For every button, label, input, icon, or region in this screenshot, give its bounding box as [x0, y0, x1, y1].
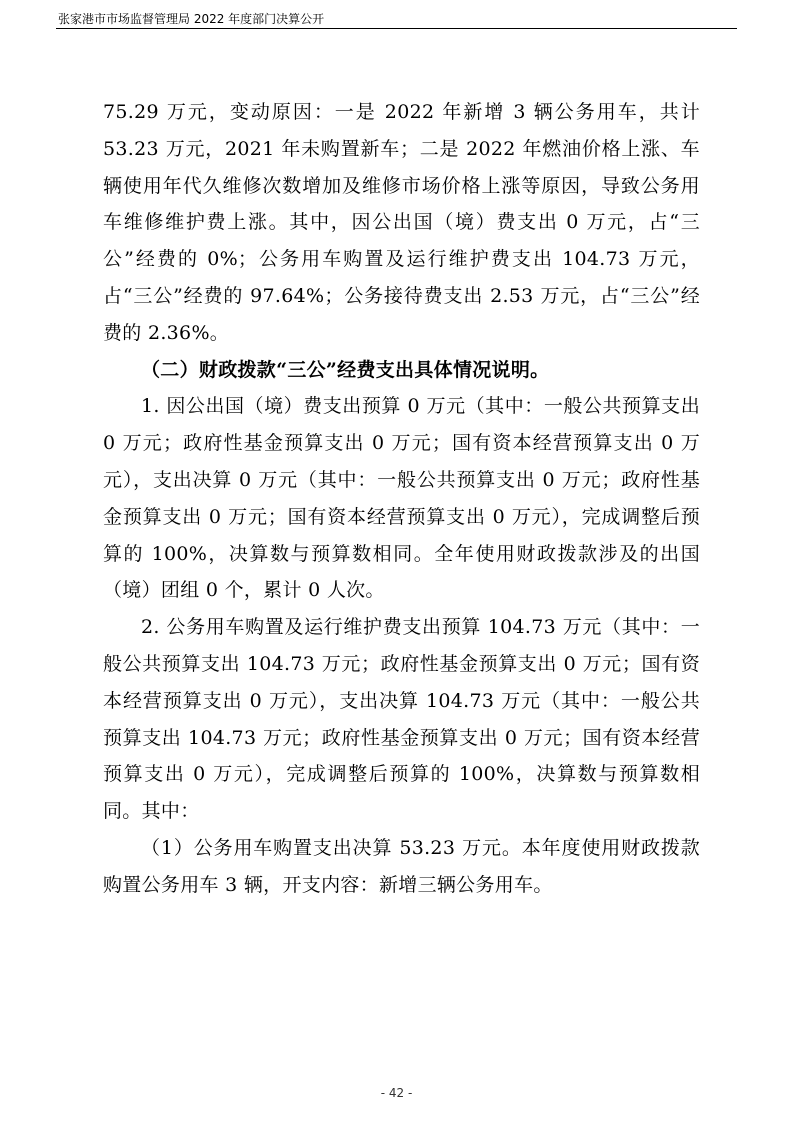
paragraph-official-vehicle-expense: 2. 公务用车购置及运行维护费支出预算 104.73 万元（其中：一般公共预算支出 104.73 万元；政府性基金预算支出 0 万元；国有资本经营预算支出 0 万元），支出决算 104.73 万元（其中：一般公共预算支出 104.73 万元；政府性基金预算支出 0 万元；国有资本经营预算支出 0 万元），完成调整后预算的 100%，决算数与预算数相同。其中：: [103, 616, 700, 823]
header-divider: [56, 28, 737, 29]
page-header-title: 张家港市市场监督管理局 2022 年度部门决算公开: [58, 12, 325, 26]
paragraph-overseas-travel-expense: 1. 因公出国（境）费支出预算 0 万元（其中：一般公共预算支出 0 万元；政府性基金预算支出 0 万元；国有资本经营预算支出 0 万元），支出决算 0 万元（其中：一般公共预算支出 0 万元；政府性基金预算支出 0 万元；国有资本经营预算支出 0 万元），完成调整后预算的 100%，决算数与预算数相同。全年使用财政拨款涉及的出国（境）团组 0 个，累计 0 人次。: [103, 395, 700, 602]
paragraph-vehicle-purchase-expense: （1）公务用车购置支出决算 53.23 万元。本年度使用财政拨款购置公务用车 3 辆，开支内容：新增三辆公务用车。: [103, 836, 700, 896]
section-heading-fiscal-three-public-expenses: （二）财政拨款“三公”经费支出具体情况说明。: [141, 358, 550, 381]
paragraph-three-public-expense-change: 75.29 万元，变动原因：一是 2022 年新增 3 辆公务用车，共计 53.23 万元，2021 年未购置新车；二是 2022 年燃油价格上涨、车辆使用年代久维修次数增加及维修市场价格上涨等原因，导致公务用车维修维护费上涨。其中，因公出国（境）费支出 0 万元，占“三公”经费的 0%；公务用车购置及运行维护费支出 104.73 万元，占“三公”经费的 97.64%；公务接待费支出 2.53 万元，占“三公”经费的 2.36%。: [103, 101, 700, 344]
document-body: [103, 94, 700, 904]
page-number: - 42 -: [380, 1086, 413, 1100]
